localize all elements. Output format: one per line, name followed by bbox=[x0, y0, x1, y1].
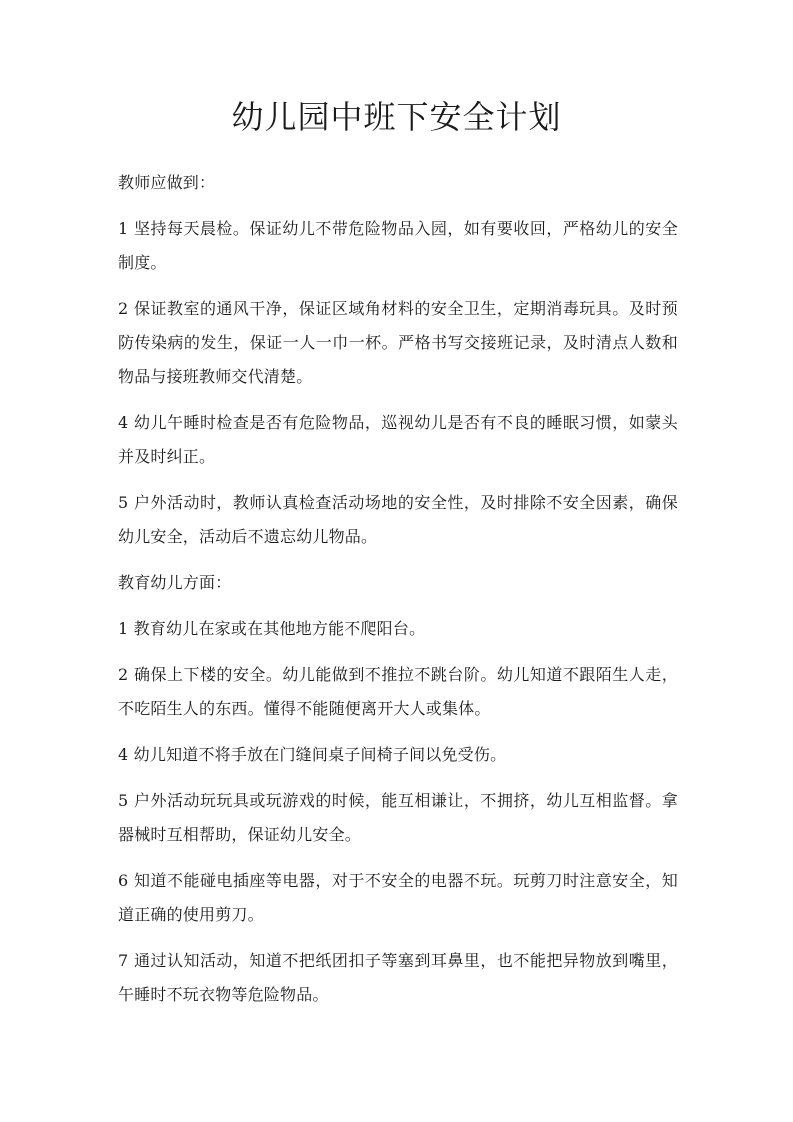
section-heading-teachers: 教师应做到： bbox=[118, 173, 216, 192]
paragraph: 5 户外活动时，教师认真检查活动场地的安全性，及时排除不安全因素，确保幼儿安全，活动后不遗忘幼儿物品。 bbox=[118, 493, 678, 546]
section-heading-children: 教育幼儿方面： bbox=[118, 573, 232, 592]
paragraph: 1 坚持每天晨检。保证幼儿不带危险物品入园，如有要收回，严格幼儿的安全制度。 bbox=[118, 219, 678, 272]
paragraph: 5 户外活动玩玩具或玩游戏的时候，能互相谦让，不拥挤，幼儿互相监督。拿器械时互相帮助，保证幼儿安全。 bbox=[118, 791, 678, 844]
paragraph: 6 知道不能碰电插座等电器，对于不安全的电器不玩。玩剪刀时注意安全，知道正确的使用剪刀。 bbox=[118, 871, 678, 924]
paragraph: 4 幼儿知道不将手放在门缝间桌子间椅子间以免受伤。 bbox=[118, 745, 507, 764]
paragraph: 4 幼儿午睡时检查是否有危险物品，巡视幼儿是否有不良的睡眠习惯，如蒙头并及时纠正。 bbox=[118, 413, 678, 466]
paragraph: 2 保证教室的通风干净，保证区域角材料的安全卫生，定期消毒玩具。及时预防传染病的发生，保证一人一巾一杯。严格书写交接班记录，及时清点人数和物品与接班教师交代清楚。 bbox=[118, 299, 678, 386]
document-body bbox=[118, 166, 678, 1024]
paragraph: 1 教育幼儿在家或在其他地方能不爬阳台。 bbox=[118, 619, 426, 638]
paragraph: 2 确保上下楼的安全。幼儿能做到不推拉不跳台阶。幼儿知道不跟陌生人走，不吃陌生人的东西。懂得不能随便离开大人或集体。 bbox=[118, 665, 678, 718]
paragraph: 7 通过认知活动，知道不把纸团扣子等塞到耳鼻里，也不能把异物放到嘴里，午睡时不玩衣物等危险物品。 bbox=[118, 951, 678, 1004]
document-title: 幼儿园中班下安全计划 bbox=[231, 98, 562, 136]
